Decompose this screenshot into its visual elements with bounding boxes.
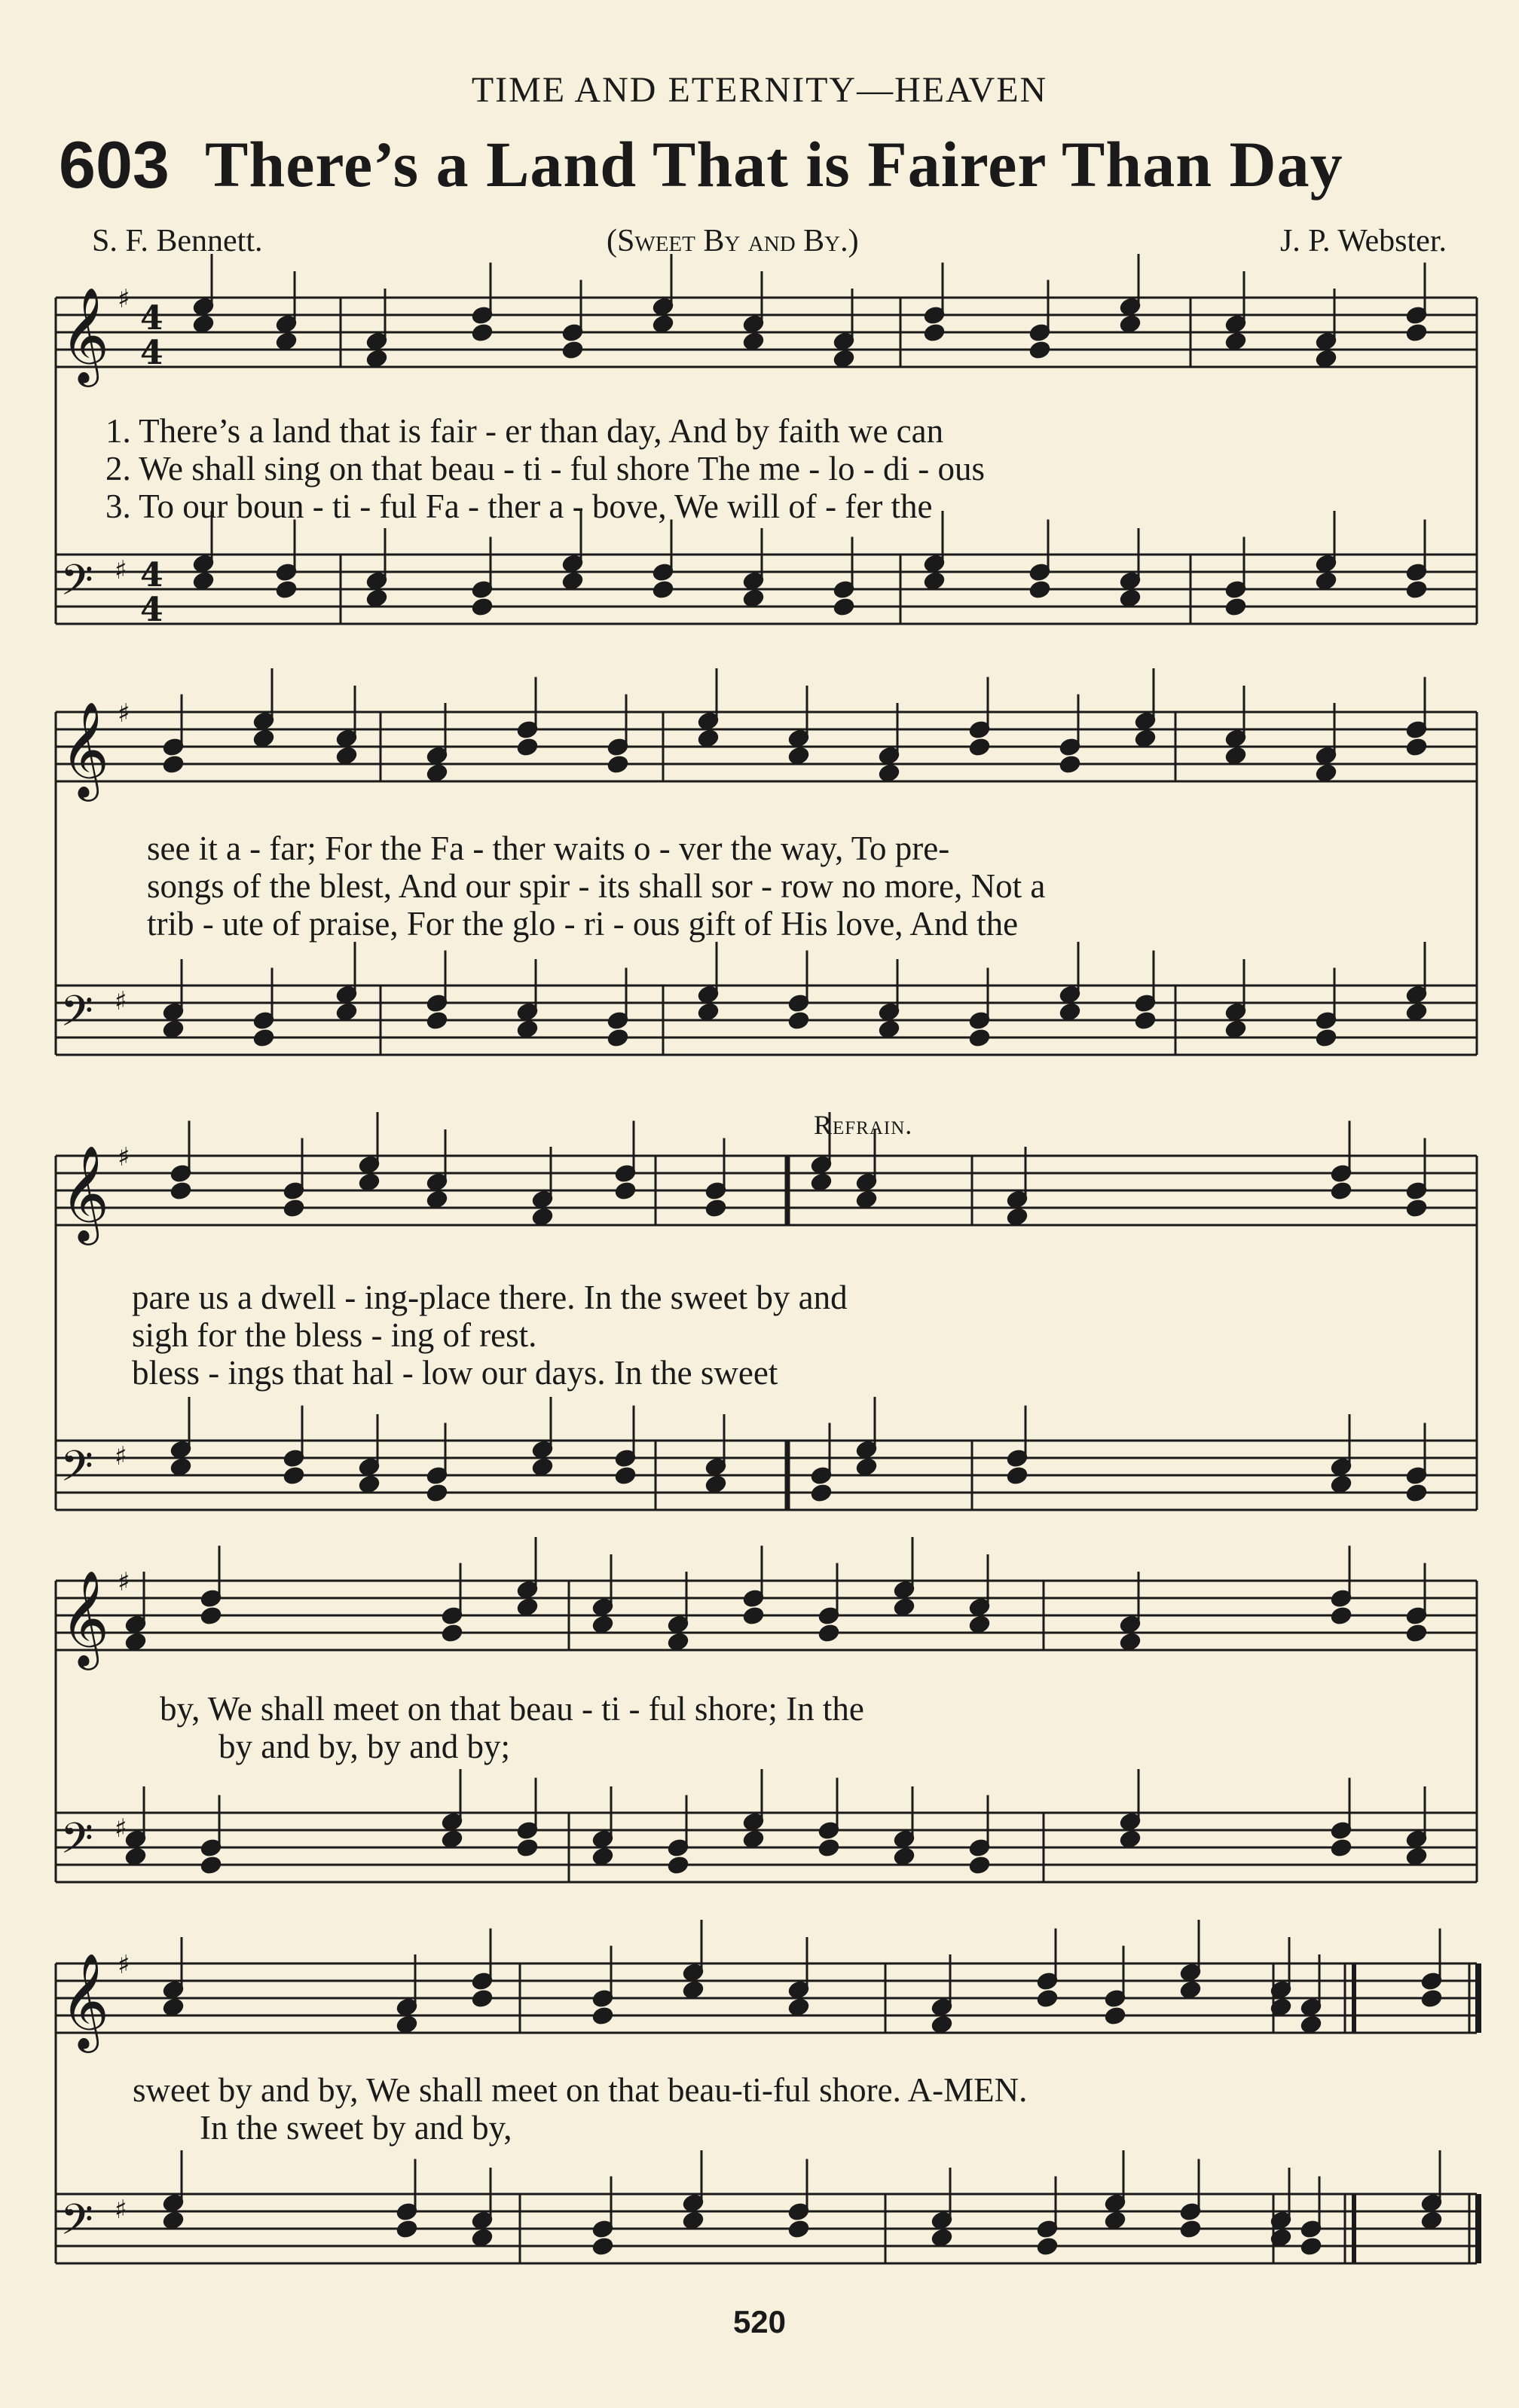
notehead [200, 1856, 222, 1875]
notehead [276, 332, 298, 350]
notehead [426, 1011, 448, 1030]
notehead [879, 763, 900, 782]
notehead [1135, 1011, 1157, 1030]
notehead [811, 1484, 833, 1502]
notehead [1180, 2220, 1202, 2238]
notehead [532, 1457, 554, 1476]
notehead [1331, 1474, 1352, 1493]
notehead [163, 1997, 185, 2016]
notehead [894, 1847, 915, 1866]
notehead [743, 588, 765, 607]
svg-text:4: 4 [140, 556, 164, 594]
lyrics-system2-verse3: trib - ute of praise, For the glo - ri - ous gift of His love, And the [147, 905, 1019, 943]
lyrics-system4-line2: by and by, by and by; [219, 1728, 511, 1765]
notehead [1037, 2237, 1059, 2256]
notehead [592, 1847, 614, 1866]
notehead [163, 755, 185, 774]
svg-text:♯: ♯ [115, 1814, 127, 1844]
notehead [705, 1199, 727, 1218]
notehead [1120, 1829, 1142, 1848]
notehead [1007, 1466, 1028, 1485]
notehead [336, 746, 358, 765]
notehead [788, 1011, 810, 1030]
notehead [1331, 1838, 1352, 1857]
notehead [532, 1207, 554, 1226]
notehead [1105, 2006, 1126, 2025]
notehead [743, 332, 765, 350]
notehead [607, 755, 629, 774]
svg-text:𝄞: 𝄞 [60, 1952, 110, 2049]
notehead [517, 1597, 539, 1616]
notehead [1029, 580, 1051, 599]
notehead [253, 729, 275, 747]
notehead [1300, 2015, 1322, 2034]
notehead [426, 763, 448, 782]
hymn-number: 603 [59, 127, 170, 202]
notehead [1007, 1207, 1028, 1226]
notehead [1406, 1624, 1428, 1643]
svg-text:♯: ♯ [115, 1441, 127, 1471]
lyrics-system5-line1: sweet by and by, We shall meet on that beau-ti-ful shore. A-MEN. [133, 2071, 1028, 2109]
notehead [856, 1190, 878, 1209]
notehead [1406, 1847, 1428, 1866]
svg-text:𝄞: 𝄞 [60, 1144, 110, 1241]
hymn-title: There’s a Land That is Fairer Than Day [205, 128, 1343, 200]
notehead [1037, 1989, 1059, 2008]
lyrics-system4-line1: by, We shall meet on that beau - ti - ful shore; In the [160, 1690, 864, 1728]
notehead [366, 349, 388, 368]
svg-text:♯: ♯ [118, 1950, 130, 1980]
svg-text:4: 4 [140, 299, 164, 338]
svg-text:♯: ♯ [118, 1142, 130, 1172]
svg-text:4: 4 [140, 334, 164, 372]
tune-name: (Sweet By and By.) [607, 224, 859, 258]
lyrics-system3-verse3: bless - ings that hal - low our days. In the sweet [132, 1354, 778, 1392]
notehead [517, 1838, 539, 1857]
notehead [818, 1838, 840, 1857]
notehead [1406, 1484, 1428, 1502]
notehead [359, 1172, 381, 1191]
notehead [472, 597, 494, 616]
composer-credit: J. P. Webster. [1279, 224, 1447, 258]
svg-text:𝄢: 𝄢 [60, 2196, 93, 2255]
notehead [698, 729, 720, 747]
notehead [472, 1989, 494, 2008]
notehead [517, 1019, 539, 1038]
notehead [562, 341, 584, 359]
lyrics-system1-verse2: 2. We shall sing on that beau - ti - ful shore The me - lo - di - ous [105, 450, 985, 487]
svg-text:4: 4 [140, 591, 164, 629]
notehead [1120, 588, 1142, 607]
page-number: 520 [732, 2304, 787, 2339]
notehead [396, 2220, 418, 2238]
notehead [517, 738, 539, 756]
svg-text:𝄞: 𝄞 [60, 286, 110, 383]
svg-text:𝄢: 𝄢 [60, 556, 93, 616]
notehead [1421, 2211, 1443, 2229]
notehead [426, 1484, 448, 1502]
notehead [592, 2006, 614, 2025]
notehead [1135, 729, 1157, 747]
svg-text:𝄢: 𝄢 [60, 987, 93, 1047]
notehead [1421, 1989, 1443, 2008]
notehead [931, 2015, 953, 2034]
lyrics-system3-verse2: sigh for the bless - ing of rest. [132, 1316, 537, 1354]
notehead [442, 1624, 463, 1643]
svg-text:𝄞: 𝄞 [60, 1569, 110, 1666]
notehead [253, 1028, 275, 1047]
svg-text:♯: ♯ [118, 284, 130, 314]
notehead [698, 1002, 720, 1021]
lyricist-credit: S. F. Bennett. [92, 224, 263, 258]
notehead [788, 2220, 810, 2238]
notehead [1225, 746, 1247, 765]
notehead [442, 1829, 463, 1848]
lyrics-system1-verse3: 3. To our boun - ti - ful Fa - ther a - bove, We will of - fer the [105, 487, 933, 525]
notehead [1105, 2211, 1126, 2229]
notehead [969, 738, 991, 756]
svg-text:𝄢: 𝄢 [60, 1814, 93, 1874]
lyrics-system3-verse1: pare us a dwell - ing-place there. In the sweet by and [132, 1279, 848, 1316]
notehead [683, 2211, 704, 2229]
notehead [163, 1019, 185, 1038]
refrain-label: Refrain. [814, 1110, 913, 1140]
svg-text:♯: ♯ [115, 2195, 127, 2225]
notehead [170, 1181, 192, 1200]
notehead [653, 314, 674, 333]
notehead [1406, 580, 1428, 599]
notehead [283, 1199, 305, 1218]
notehead [653, 580, 674, 599]
notehead [1316, 571, 1337, 590]
lyrics-system2-verse1: see it a - far; For the Fa - ther waits o - ver the way, To pre- [147, 830, 950, 867]
notehead [924, 323, 946, 342]
notehead [1225, 1019, 1247, 1038]
notehead [426, 1190, 448, 1209]
notehead [818, 1624, 840, 1643]
notehead [396, 2015, 418, 2034]
notehead [1406, 323, 1428, 342]
notehead [276, 580, 298, 599]
notehead [743, 1606, 765, 1625]
notehead [1120, 1632, 1142, 1651]
svg-text:♯: ♯ [115, 555, 127, 585]
notehead [607, 1028, 629, 1047]
notehead [1316, 763, 1337, 782]
notehead [811, 1172, 833, 1191]
notehead [1300, 2237, 1322, 2256]
notehead [283, 1466, 305, 1485]
notehead [788, 746, 810, 765]
notehead [125, 1847, 147, 1866]
notehead [969, 1856, 991, 1875]
notehead [1180, 1980, 1202, 1999]
lyrics-system1-verse1: 1. There’s a land that is fair - er than day, And by faith we can [105, 412, 944, 450]
notehead [668, 1632, 689, 1651]
notehead [336, 1002, 358, 1021]
notehead [359, 1474, 381, 1493]
clefs [60, 286, 109, 2255]
notehead [1331, 1606, 1352, 1625]
notehead [1316, 1028, 1337, 1047]
notehead [472, 323, 494, 342]
notehead [615, 1466, 637, 1485]
notehead [705, 1474, 727, 1493]
notehead [969, 1028, 991, 1047]
notehead [788, 1997, 810, 2016]
notehead [1059, 755, 1081, 774]
key-signatures [115, 284, 130, 2225]
notehead [170, 1457, 192, 1476]
notehead [193, 571, 215, 590]
notehead [615, 1181, 637, 1200]
notehead [1316, 349, 1337, 368]
notehead [1406, 1199, 1428, 1218]
notehead [894, 1597, 915, 1616]
notehead [924, 571, 946, 590]
lyrics-system5-line2: In the sweet by and by, [200, 2109, 512, 2147]
notehead [879, 1019, 900, 1038]
notehead [833, 597, 855, 616]
section-heading: TIME AND ETERNITY—HEAVEN [471, 70, 1048, 110]
notehead [1059, 1002, 1081, 1021]
notehead [592, 1615, 614, 1633]
notehead [856, 1457, 878, 1476]
notehead [1225, 597, 1247, 616]
notehead [125, 1632, 147, 1651]
notehead [163, 2211, 185, 2229]
notehead [683, 1980, 704, 1999]
notehead [200, 1606, 222, 1625]
notehead [1029, 341, 1051, 359]
lyrics-system2-verse2: songs of the blest, And our spir - its shall sor - row no more, Not a [147, 867, 1046, 905]
svg-text:♯: ♯ [118, 1567, 130, 1597]
svg-text:♯: ♯ [118, 698, 130, 729]
notehead [1225, 332, 1247, 350]
notehead [366, 588, 388, 607]
notehead [193, 314, 215, 333]
notehead [562, 571, 584, 590]
svg-text:𝄢: 𝄢 [60, 1442, 93, 1502]
notehead [1406, 738, 1428, 756]
notehead [1406, 1002, 1428, 1021]
notehead [1120, 314, 1142, 333]
notehead [1331, 1181, 1352, 1200]
notehead [743, 1829, 765, 1848]
notehead [592, 2237, 614, 2256]
notehead [931, 2228, 953, 2247]
notehead [833, 349, 855, 368]
notehead [668, 1856, 689, 1875]
notehead [472, 2228, 494, 2247]
svg-text:♯: ♯ [115, 986, 127, 1016]
notehead [969, 1615, 991, 1633]
svg-text:𝄞: 𝄞 [60, 701, 110, 797]
